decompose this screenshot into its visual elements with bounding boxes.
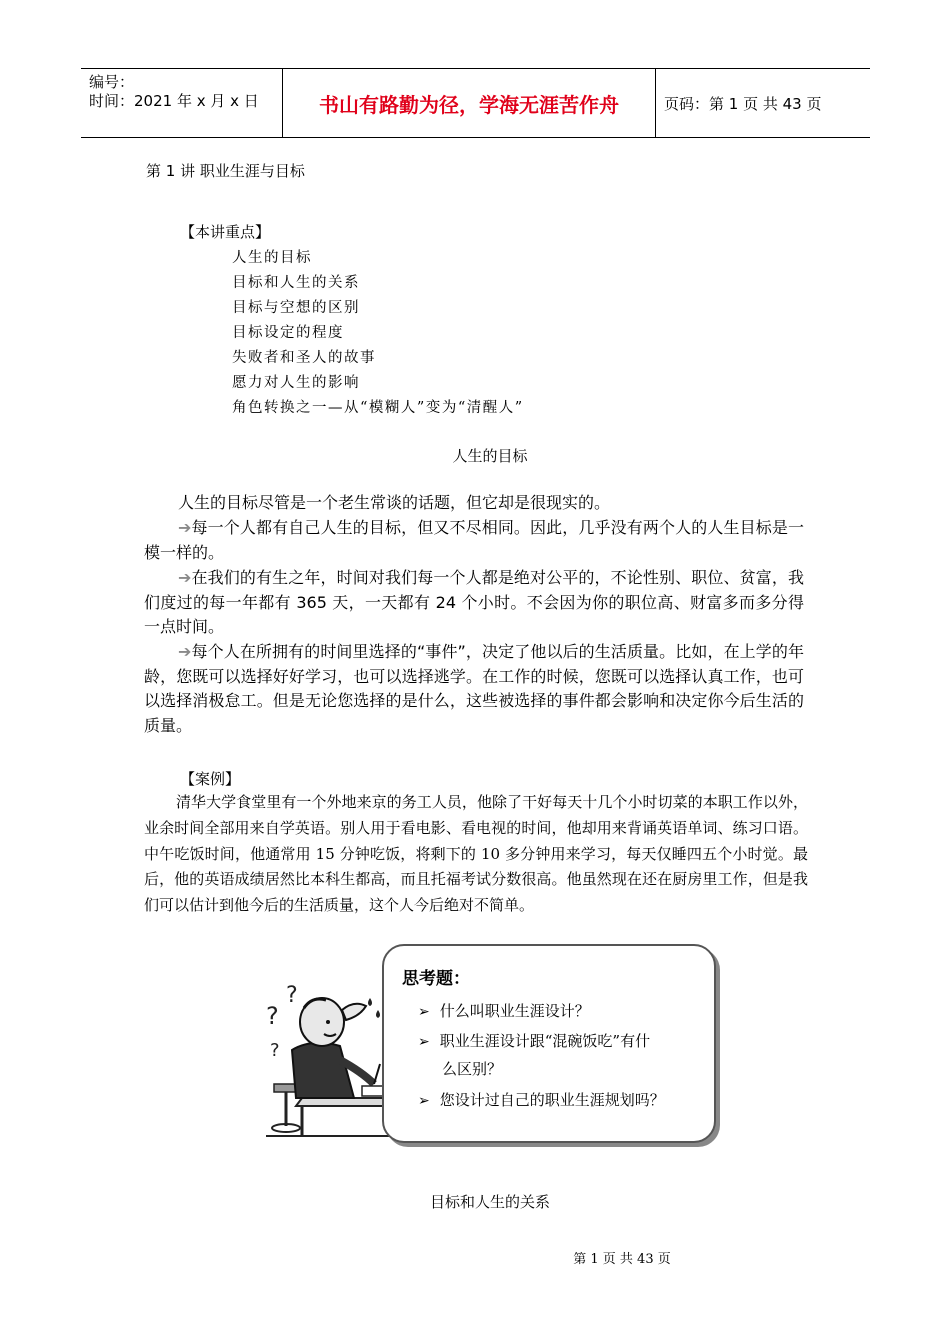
- page-header: [81, 68, 870, 138]
- paragraph: [144, 491, 804, 516]
- paragraph-text: 在我们的有生之年，时间对我们每一个人都是绝对公平的，不论性别、职位、贫富，我们度过的每一年都有 365 天，一天都有 24 个小时。不会因为你的职位高、财富多而多分得一点时间。: [144, 568, 804, 637]
- header-page-cell: [656, 69, 870, 137]
- question-item: [418, 1000, 590, 1021]
- key-point-item: 愿力对人生的影响: [232, 375, 360, 391]
- section-title-life-goals: 人生的目标: [452, 447, 528, 465]
- key-point-item: 目标与空想的区别: [232, 300, 360, 316]
- paragraph: [144, 640, 804, 738]
- key-point-item: 失败者和圣人的故事: [232, 350, 376, 366]
- question-text: 职业生涯设计跟“混碗饭吃”有什: [439, 1032, 651, 1050]
- svg-text:?: ?: [270, 1040, 280, 1061]
- key-point-item: 角色转换之一—从“模糊人”变为“清醒人”: [232, 400, 524, 416]
- case-text: 清华大学食堂里有一个外地来京的务工人员，他除了干好每天十几个小时切菜的本职工作以外，业余时间全部用来自学英语。别人用于看电影、看电视的时间，他却用来背诵英语单词、练习口语。中午吃饭时间，他通常用 15 分钟吃饭，将剩下的 10 多分钟用来学习，每天仅睡四五个小时觉。最后，他的英语成绩居然比本科生都高，而且托福考试分数很高。他虽然现在还在厨房里工作，但是我们可以估计到他今后的生活质量，这个人今后绝对不简单。: [144, 793, 808, 915]
- lecture-title: 第 1 讲 职业生涯与目标: [146, 162, 305, 180]
- bullet-arrow-icon: ➢: [418, 1093, 430, 1109]
- header-info-cell: [81, 69, 283, 137]
- svg-text:?: ?: [266, 1002, 279, 1030]
- motto-text: 书山有路勤为径，学海无涯苦作舟: [319, 92, 619, 117]
- header-motto-cell: [283, 69, 656, 137]
- key-point-item: 目标和人生的关系: [232, 275, 360, 291]
- bullet-arrow-icon: ➢: [418, 1034, 430, 1050]
- paragraph-text: 每个人在所拥有的时间里选择的“事件”，决定了他以后的生活质量。比如，在上学的年龄，您既可以选择好好学习，也可以选择逃学。在工作的时候，您既可以选择认真工作，也可以选择消极怠工。但是无论您选择的是什么，这些被选择的事件都会影响和决定你今后生活的质量。: [144, 642, 804, 735]
- number-label: 编号：: [89, 73, 135, 91]
- bullet-arrow-icon: ➢: [418, 1004, 430, 1020]
- thinking-title: 思考题：: [402, 969, 470, 989]
- paragraph-text: 人生的目标尽管是一个老生常谈的话题，但它却是很现实的。: [178, 493, 611, 512]
- page-footer: 第 1 页 共 43 页: [573, 1252, 671, 1267]
- key-point-item: 目标设定的程度: [232, 325, 344, 341]
- case-heading: 【案例】: [180, 770, 241, 788]
- page-code: 页码：第 1 页 共 43 页: [664, 94, 822, 113]
- section-title-goal-life-relation: 目标和人生的关系: [429, 1193, 550, 1211]
- paragraph-text: 每一个人都有自己人生的目标，但又不尽相同。因此，几乎没有两个人的人生目标是一模一样的。: [144, 518, 804, 562]
- question-text: 什么叫职业生涯设计？: [439, 1002, 590, 1020]
- paragraph: [144, 516, 804, 565]
- question-continuation: 么区别？: [442, 1060, 503, 1078]
- paragraph: [144, 566, 804, 640]
- question-item: [418, 1089, 665, 1110]
- arrow-icon: ➔: [178, 518, 192, 537]
- key-point-item: 人生的目标: [232, 250, 312, 266]
- arrow-icon: ➔: [178, 642, 192, 661]
- arrow-icon: ➔: [178, 568, 192, 587]
- time-label: 时间：2021 年 x 月 x 日: [89, 92, 259, 110]
- question-item: [418, 1030, 650, 1051]
- svg-text:?: ?: [286, 983, 298, 1008]
- key-points-heading: 【本讲重点】: [180, 223, 271, 241]
- question-text: 您设计过自己的职业生涯规划吗？: [439, 1091, 665, 1109]
